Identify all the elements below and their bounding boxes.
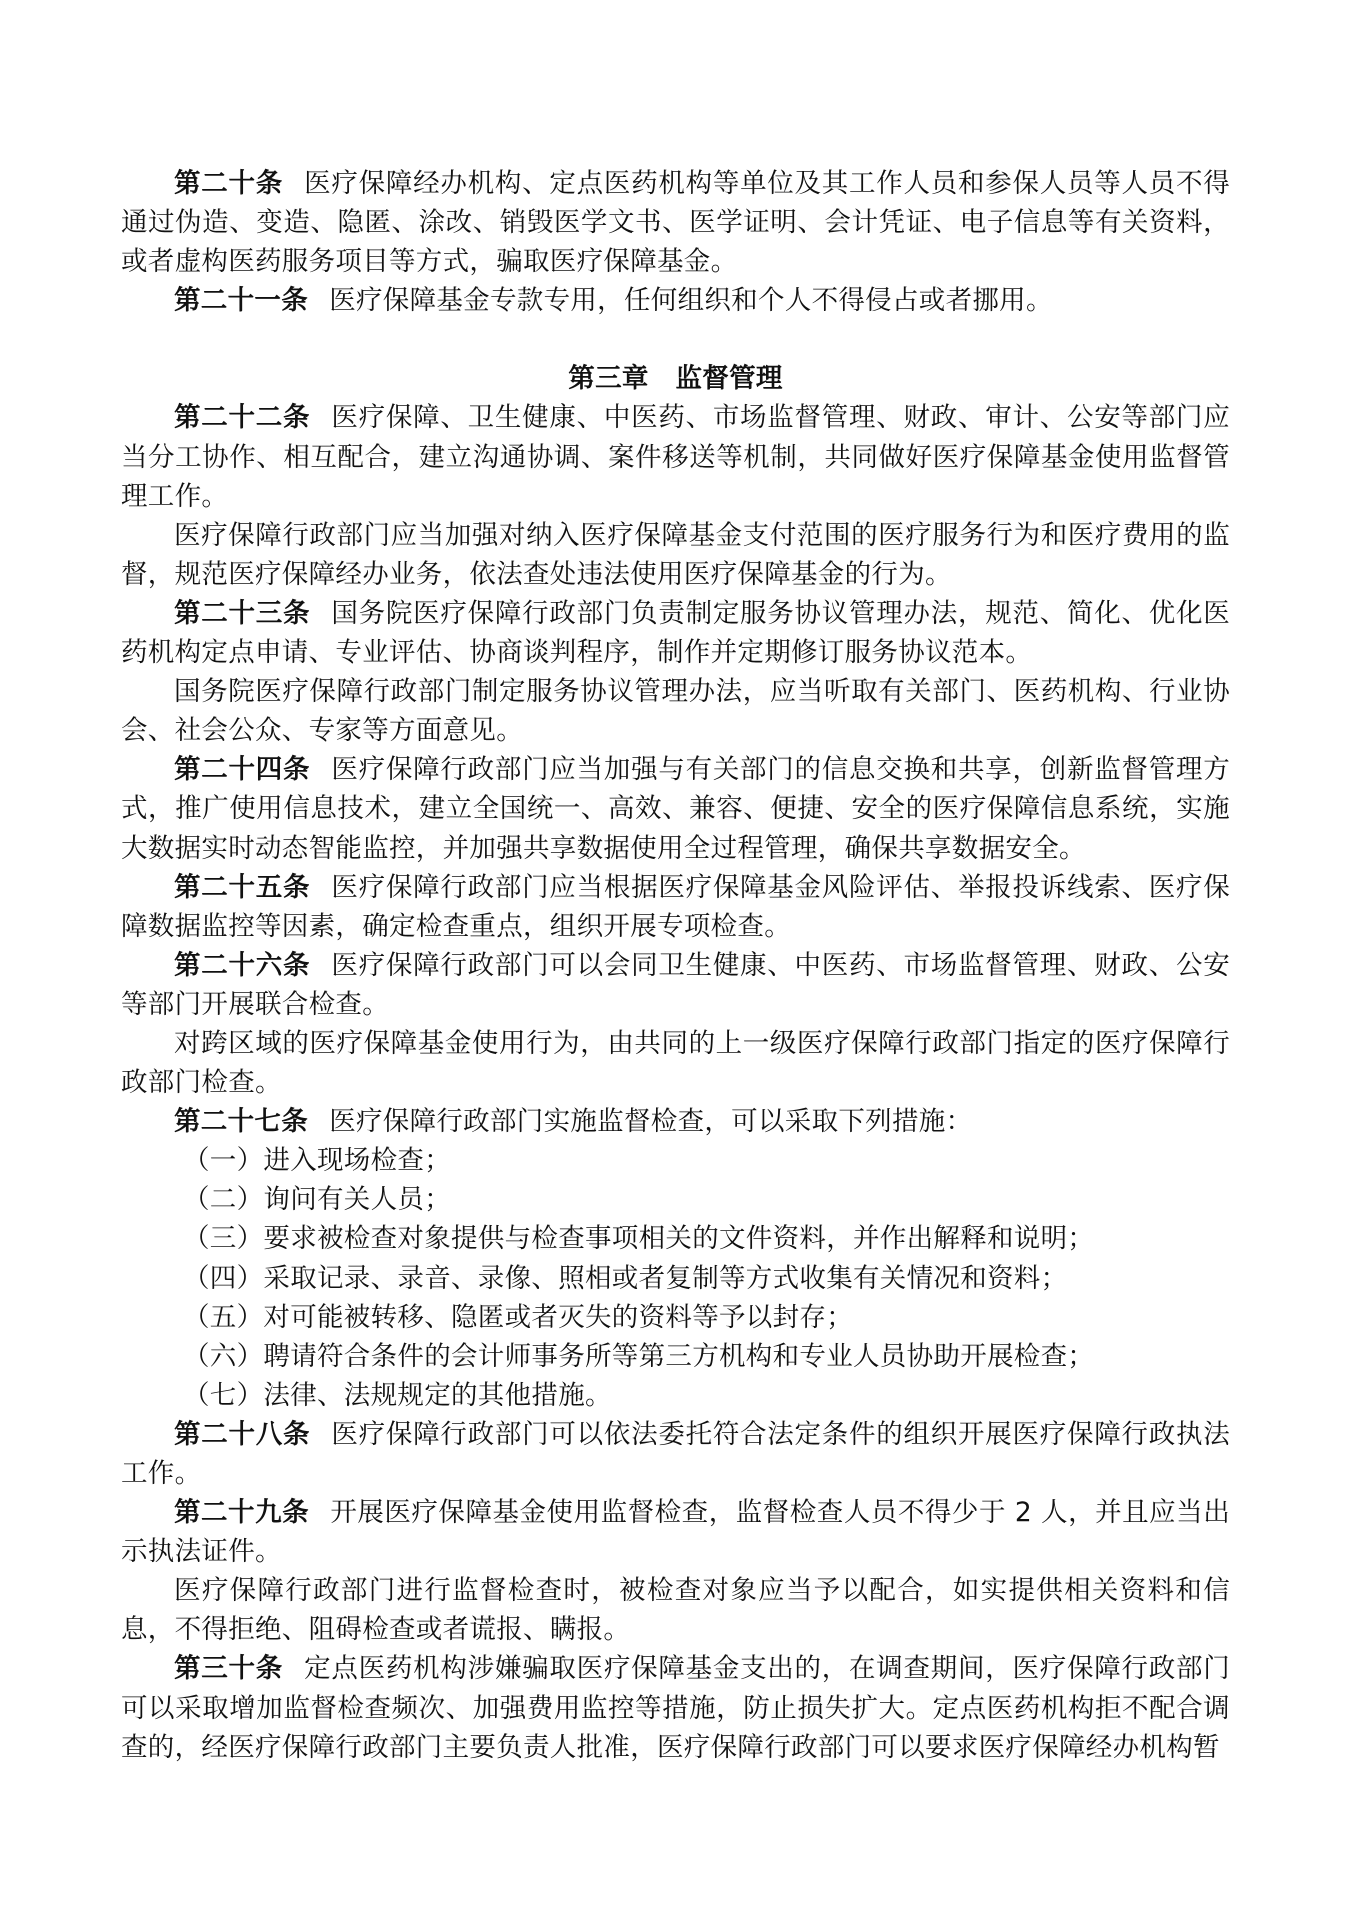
article-text: 开展医疗保障基金使用监督检查，监督检查人员不得少于 2 人，并且应当出示执法证件。: [121, 1497, 1230, 1568]
list-item: （七）法律、法规规定的其他措施。: [183, 1379, 612, 1411]
article-22-paragraph-2: [121, 516, 1230, 594]
article-number: 第三十条: [174, 1653, 283, 1685]
article-25: [121, 868, 1230, 946]
article-text: 国务院医疗保障行政部门负责制定服务协议管理办法，规范、简化、优化医药机构定点申请、专业评估、协商谈判程序，制作并定期修订服务协议范本。: [121, 597, 1230, 669]
article-text: 医疗保障经办机构、定点医药机构等单位及其工作人员和参保人员等人员不得通过伪造、变造、隐匿、涂改、销毁医学文书、医学证明、会计凭证、电子信息等有关资料，或者虚构医药服务项目等方式，骗取医疗保障基金。: [121, 168, 1231, 278]
list-item: （三）要求被检查对象提供与检查事项相关的文件资料，并作出解释和说明；: [183, 1223, 1095, 1255]
article-26-paragraph-2: [121, 1024, 1230, 1102]
article-text: 医疗保障、卫生健康、中医药、市场监督管理、财政、审计、公安等部门应当分工协作、相互配合，建立沟通协调、案件移送等机制，共同做好医疗保障基金使用监督管理工作。: [121, 402, 1230, 512]
article-text: 对跨区域的医疗保障基金使用行为，由共同的上一级医疗保障行政部门指定的医疗保障行政部门检查。: [121, 1027, 1230, 1099]
article-23: [121, 594, 1230, 672]
article-text: 医疗保障行政部门应当根据医疗保障基金风险评估、举报投诉线索、医疗保障数据监控等因素，确定检查重点，组织开展专项检查。: [121, 871, 1230, 942]
article-number: 第二十条: [174, 168, 283, 199]
article-text: 国务院医疗保障行政部门制定服务协议管理办法，应当听取有关部门、医药机构、行业协会、社会公众、专家等方面意见。: [121, 676, 1230, 747]
list-item: （一）进入现场检查；: [183, 1145, 451, 1177]
article-number: 第二十九条: [174, 1497, 310, 1529]
article-number: 第二十七条: [174, 1106, 308, 1138]
measures-list: [121, 1141, 1230, 1415]
article-number: 第二十二条: [174, 402, 311, 434]
article-27: [121, 1102, 1230, 1141]
article-number: 第二十一条: [174, 285, 308, 317]
article-20: [121, 164, 1230, 281]
article-text: 医疗保障行政部门实施监督检查，可以采取下列措施：: [329, 1106, 973, 1138]
article-text: 医疗保障行政部门应当加强对纳入医疗保障基金支付范围的医疗服务行为和医疗费用的监督，规范医疗保障经办业务，依法查处违法使用医疗保障基金的行为。: [121, 519, 1230, 590]
list-item: （六）聘请符合条件的会计师事务所等第三方机构和专业人员协助开展检查；: [183, 1340, 1095, 1372]
article-29-paragraph-2: [121, 1571, 1230, 1649]
article-text: 定点医药机构涉嫌骗取医疗保障基金支出的，在调查期间，医疗保障行政部门可以采取增加监督检查频次、加强费用监控等措施，防止损失扩大。定点医药机构拒不配合调查的，经医疗保障行政部门主要负责人批准，医疗保障行政部门可以要求医疗保障经办机构暂: [121, 1653, 1231, 1763]
article-22: [121, 398, 1230, 515]
article-number: 第二十六条: [174, 949, 311, 981]
article-24: [121, 750, 1230, 867]
article-number: 第二十三条: [174, 597, 311, 629]
article-text: 医疗保障行政部门应当加强与有关部门的信息交换和共享，创新监督管理方式，推广使用信息技术，建立全国统一、高效、兼容、便捷、安全的医疗保障信息系统，实施大数据实时动态智能监控，并加强共享数据使用全过程管理，确保共享数据安全。: [121, 754, 1230, 864]
article-26: [121, 946, 1230, 1024]
list-item: （二）询问有关人员；: [183, 1184, 451, 1216]
list-item: （四）采取记录、录音、录像、照相或者复制等方式收集有关情况和资料；: [183, 1262, 1068, 1294]
chapter-title: 第三章 监督管理: [568, 363, 783, 395]
article-number: 第二十五条: [174, 871, 311, 903]
article-text: 医疗保障行政部门进行监督检查时，被检查对象应当予以配合，如实提供相关资料和信息，不得拒绝、阻碍检查或者谎报、瞒报。: [121, 1575, 1230, 1646]
article-text: 医疗保障行政部门可以会同卫生健康、中医药、市场监督管理、财政、公安等部门开展联合检查。: [121, 949, 1230, 1020]
article-text: 医疗保障基金专款专用，任何组织和个人不得侵占或者挪用。: [329, 285, 1053, 317]
article-23-paragraph-2: [121, 672, 1230, 750]
article-text: 医疗保障行政部门可以依法委托符合法定条件的组织开展医疗保障行政执法工作。: [121, 1418, 1230, 1489]
article-28: [121, 1415, 1230, 1493]
article-29: [121, 1493, 1230, 1571]
article-21: [121, 281, 1230, 320]
article-number: 第二十四条: [174, 754, 311, 786]
article-30: [121, 1649, 1230, 1766]
article-number: 第二十八条: [174, 1418, 311, 1450]
list-item: （五）对可能被转移、隐匿或者灭失的资料等予以封存；: [183, 1301, 853, 1333]
